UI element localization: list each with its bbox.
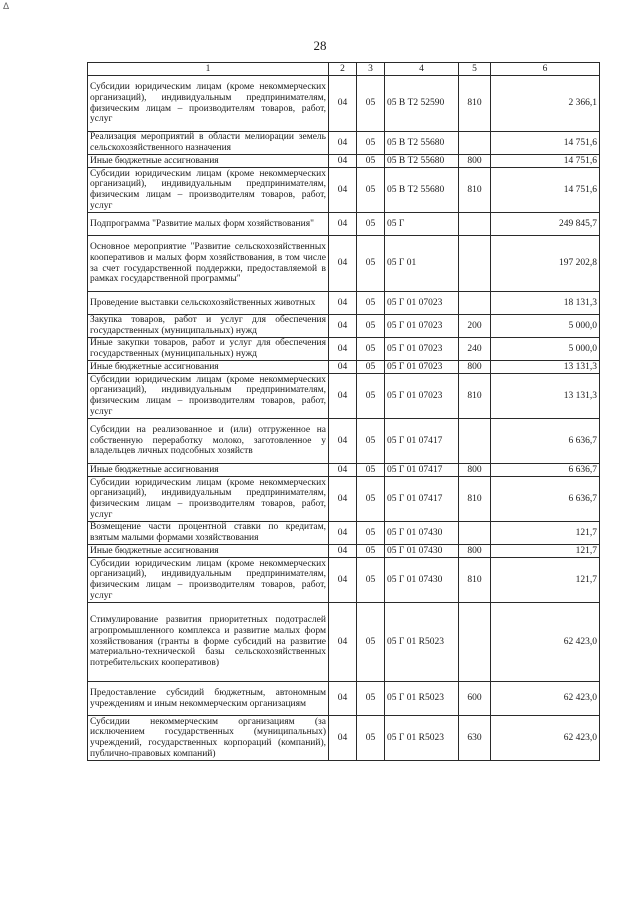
row-name-cell: Субсидии юридическим лицам (кроме некоммерческих организаций), индивидуальным предпринимателям, физическим лицам – производителям товаров, работ, услуг xyxy=(88,558,329,603)
row-subsection-cell: 05 xyxy=(357,338,385,361)
row-subsection-cell: 05 xyxy=(357,374,385,419)
row-name-cell: Иные закупки товаров, работ и услуг для обеспечения государственных (муниципальных) нужд xyxy=(88,338,329,361)
row-subsection-cell: 05 xyxy=(357,464,385,477)
row-target-code-cell: 05 Г 01 07023 xyxy=(385,338,459,361)
row-amount-cell: 6 636,7 xyxy=(491,464,600,477)
row-name-cell: Субсидии юридическим лицам (кроме некоммерческих организаций), индивидуальным предпринимателям, физическим лицам – производителям товаров, работ, услуг xyxy=(88,477,329,522)
row-target-code-cell: 05 Г 01 07023 xyxy=(385,374,459,419)
row-target-code-cell: 05 В Т2 55680 xyxy=(385,132,459,155)
row-amount-cell: 62 423,0 xyxy=(491,682,600,716)
row-target-code-cell: 05 Г 01 R5023 xyxy=(385,603,459,682)
row-name-cell: Основное мероприятие "Развитие сельскохозяйственных кооперативов и малых форм хозяйствования, в том числе за счет государственной поддержки, предоставляемой в рамках государственной программы" xyxy=(88,236,329,292)
row-target-code-cell: 05 Г 01 07023 xyxy=(385,361,459,374)
row-expense-type-cell: 810 xyxy=(459,374,491,419)
header-col-5: 5 xyxy=(459,63,491,76)
row-section-cell: 04 xyxy=(329,374,357,419)
row-subsection-cell: 05 xyxy=(357,168,385,213)
row-section-cell: 04 xyxy=(329,558,357,603)
table-row xyxy=(88,315,600,338)
row-expense-type-cell: 800 xyxy=(459,361,491,374)
row-amount-cell: 14 751,6 xyxy=(491,132,600,155)
header-col-2: 2 xyxy=(329,63,357,76)
row-target-code-cell: 05 Г 01 07430 xyxy=(385,522,459,545)
row-subsection-cell: 05 xyxy=(357,419,385,464)
row-subsection-cell: 05 xyxy=(357,292,385,315)
row-amount-cell: 62 423,0 xyxy=(491,603,600,682)
row-name-cell: Субсидии некоммерческим организациям (за исключением государственных (муниципальных) учреждений, государственных корпораций (компаний), публично-правовых компаний) xyxy=(88,716,329,761)
row-name-cell: Иные бюджетные ассигнования xyxy=(88,155,329,168)
row-amount-cell: 6 636,7 xyxy=(491,477,600,522)
row-name-cell: Реализация мероприятий в области мелиорации земель сельскохозяйственного назначения xyxy=(88,132,329,155)
row-expense-type-cell: 240 xyxy=(459,338,491,361)
row-target-code-cell: 05 Г 01 07417 xyxy=(385,464,459,477)
row-expense-type-cell xyxy=(459,292,491,315)
row-name-cell: Иные бюджетные ассигнования xyxy=(88,545,329,558)
row-expense-type-cell: 800 xyxy=(459,155,491,168)
table-row xyxy=(88,477,600,522)
table-row xyxy=(88,419,600,464)
table-row xyxy=(88,682,600,716)
table-header xyxy=(88,63,600,76)
row-section-cell: 04 xyxy=(329,419,357,464)
row-section-cell: 04 xyxy=(329,236,357,292)
row-amount-cell: 2 366,1 xyxy=(491,76,600,132)
row-target-code-cell: 05 Г 01 xyxy=(385,236,459,292)
row-target-code-cell: 05 Г 01 R5023 xyxy=(385,682,459,716)
header-col-6: 6 xyxy=(491,63,600,76)
table-row xyxy=(88,545,600,558)
row-expense-type-cell: 810 xyxy=(459,76,491,132)
row-target-code-cell: 05 Г 01 07417 xyxy=(385,419,459,464)
table-row xyxy=(88,716,600,761)
row-subsection-cell: 05 xyxy=(357,361,385,374)
row-section-cell: 04 xyxy=(329,132,357,155)
table-row xyxy=(88,213,600,236)
row-amount-cell: 121,7 xyxy=(491,558,600,603)
row-subsection-cell: 05 xyxy=(357,477,385,522)
row-target-code-cell: 05 В Т2 55680 xyxy=(385,168,459,213)
table-row xyxy=(88,558,600,603)
row-target-code-cell: 05 Г 01 07023 xyxy=(385,292,459,315)
row-amount-cell: 13 131,3 xyxy=(491,374,600,419)
row-subsection-cell: 05 xyxy=(357,716,385,761)
row-subsection-cell: 05 xyxy=(357,603,385,682)
row-target-code-cell: 05 Г xyxy=(385,213,459,236)
corner-mark: Δ xyxy=(3,2,10,12)
table-row xyxy=(88,236,600,292)
row-amount-cell: 13 131,3 xyxy=(491,361,600,374)
row-section-cell: 04 xyxy=(329,168,357,213)
row-expense-type-cell xyxy=(459,236,491,292)
row-expense-type-cell: 800 xyxy=(459,464,491,477)
table-row xyxy=(88,292,600,315)
row-subsection-cell: 05 xyxy=(357,236,385,292)
row-amount-cell: 121,7 xyxy=(491,522,600,545)
row-name-cell: Возмещение части процентной ставки по кредитам, взятым малыми формами хозяйствования xyxy=(88,522,329,545)
row-target-code-cell: 05 Г 01 07430 xyxy=(385,545,459,558)
row-subsection-cell: 05 xyxy=(357,315,385,338)
row-amount-cell: 5 000,0 xyxy=(491,338,600,361)
row-expense-type-cell: 800 xyxy=(459,545,491,558)
table-row xyxy=(88,464,600,477)
row-amount-cell: 121,7 xyxy=(491,545,600,558)
row-subsection-cell: 05 xyxy=(357,682,385,716)
table-row xyxy=(88,338,600,361)
row-target-code-cell: 05 Г 01 R5023 xyxy=(385,716,459,761)
row-amount-cell: 14 751,6 xyxy=(491,155,600,168)
header-col-3: 3 xyxy=(357,63,385,76)
row-section-cell: 04 xyxy=(329,292,357,315)
table-row xyxy=(88,374,600,419)
row-name-cell: Проведение выставки сельскохозяйственных животных xyxy=(88,292,329,315)
row-section-cell: 04 xyxy=(329,213,357,236)
row-expense-type-cell xyxy=(459,522,491,545)
row-section-cell: 04 xyxy=(329,338,357,361)
header-row xyxy=(88,63,600,76)
row-subsection-cell: 05 xyxy=(357,155,385,168)
row-name-cell: Предоставление субсидий бюджетным, автономным учреждениям и иным некоммерческим организациям xyxy=(88,682,329,716)
row-section-cell: 04 xyxy=(329,477,357,522)
row-amount-cell: 197 202,8 xyxy=(491,236,600,292)
row-subsection-cell: 05 xyxy=(357,558,385,603)
header-col-4: 4 xyxy=(385,63,459,76)
row-amount-cell: 249 845,7 xyxy=(491,213,600,236)
table-row xyxy=(88,361,600,374)
row-target-code-cell: 05 Г 01 07417 xyxy=(385,477,459,522)
table-row xyxy=(88,168,600,213)
row-expense-type-cell: 200 xyxy=(459,315,491,338)
row-target-code-cell: 05 В Т2 52590 xyxy=(385,76,459,132)
row-amount-cell: 5 000,0 xyxy=(491,315,600,338)
table-row xyxy=(88,603,600,682)
row-expense-type-cell: 600 xyxy=(459,682,491,716)
row-expense-type-cell xyxy=(459,419,491,464)
row-name-cell: Закупка товаров, работ и услуг для обеспечения государственных (муниципальных) нужд xyxy=(88,315,329,338)
page-number: 28 xyxy=(313,38,327,53)
table-row xyxy=(88,522,600,545)
row-name-cell: Субсидии на реализованное и (или) отгруженное на собственную переработку молоко, заготовленное у владельцев личных подсобных хозяйств xyxy=(88,419,329,464)
row-amount-cell: 62 423,0 xyxy=(491,716,600,761)
row-section-cell: 04 xyxy=(329,522,357,545)
row-name-cell: Субсидии юридическим лицам (кроме некоммерческих организаций), индивидуальным предпринимателям, физическим лицам – производителям товаров, работ, услуг xyxy=(88,168,329,213)
row-expense-type-cell: 810 xyxy=(459,558,491,603)
row-subsection-cell: 05 xyxy=(357,76,385,132)
row-section-cell: 04 xyxy=(329,361,357,374)
row-target-code-cell: 05 Г 01 07023 xyxy=(385,315,459,338)
row-expense-type-cell xyxy=(459,132,491,155)
row-amount-cell: 6 636,7 xyxy=(491,419,600,464)
row-subsection-cell: 05 xyxy=(357,522,385,545)
row-section-cell: 04 xyxy=(329,464,357,477)
row-expense-type-cell xyxy=(459,603,491,682)
table-row xyxy=(88,76,600,132)
table-row xyxy=(88,132,600,155)
row-subsection-cell: 05 xyxy=(357,545,385,558)
row-name-cell: Иные бюджетные ассигнования xyxy=(88,361,329,374)
row-expense-type-cell: 810 xyxy=(459,477,491,522)
budget-table xyxy=(87,62,600,761)
row-name-cell: Стимулирование развития приоритетных подотраслей агропромышленного комплекса и развитие малых форм хозяйствования (гранты в форме субсидий на развитие материально-технической базы сельскохозяйственных потребительских кооперативов) xyxy=(88,603,329,682)
row-expense-type-cell: 810 xyxy=(459,168,491,213)
row-name-cell: Подпрограмма "Развитие малых форм хозяйствования" xyxy=(88,213,329,236)
row-section-cell: 04 xyxy=(329,315,357,338)
row-section-cell: 04 xyxy=(329,603,357,682)
row-section-cell: 04 xyxy=(329,545,357,558)
row-target-code-cell: 05 Г 01 07430 xyxy=(385,558,459,603)
row-subsection-cell: 05 xyxy=(357,132,385,155)
row-subsection-cell: 05 xyxy=(357,213,385,236)
row-amount-cell: 18 131,3 xyxy=(491,292,600,315)
row-expense-type-cell: 630 xyxy=(459,716,491,761)
table-body xyxy=(88,76,600,761)
row-amount-cell: 14 751,6 xyxy=(491,168,600,213)
row-expense-type-cell xyxy=(459,213,491,236)
row-section-cell: 04 xyxy=(329,682,357,716)
row-section-cell: 04 xyxy=(329,76,357,132)
header-col-1: 1 xyxy=(88,63,329,76)
row-name-cell: Субсидии юридическим лицам (кроме некоммерческих организаций), индивидуальным предпринимателям, физическим лицам – производителям товаров, работ, услуг xyxy=(88,76,329,132)
row-section-cell: 04 xyxy=(329,716,357,761)
row-name-cell: Субсидии юридическим лицам (кроме некоммерческих организаций), индивидуальным предпринимателям, физическим лицам – производителям товаров, работ, услуг xyxy=(88,374,329,419)
row-section-cell: 04 xyxy=(329,155,357,168)
table-row xyxy=(88,155,600,168)
row-target-code-cell: 05 В Т2 55680 xyxy=(385,155,459,168)
row-name-cell: Иные бюджетные ассигнования xyxy=(88,464,329,477)
